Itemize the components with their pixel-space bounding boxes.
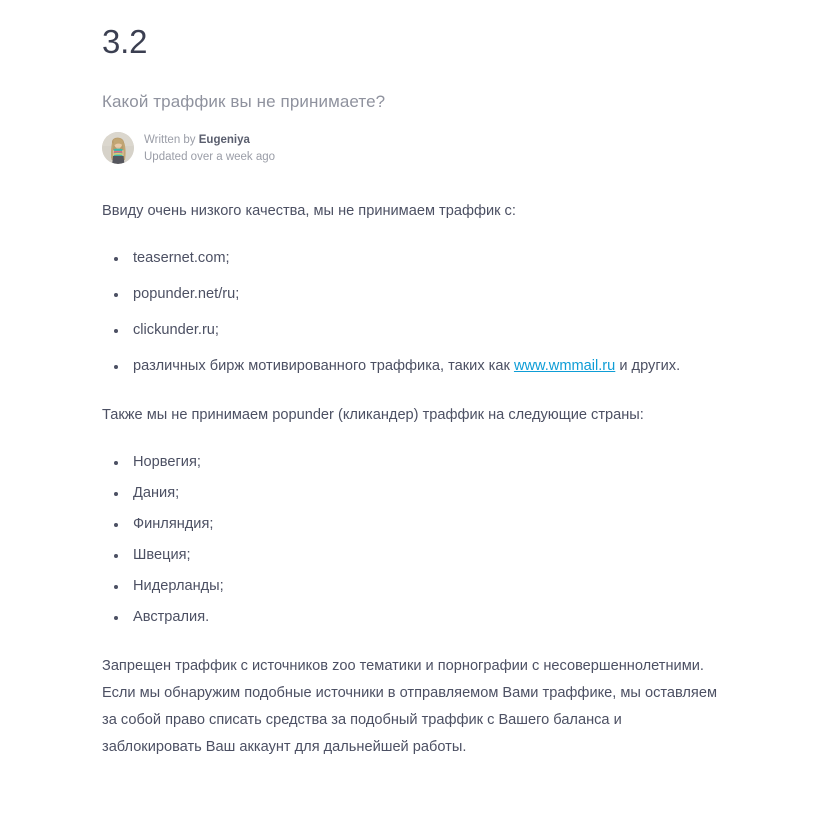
author-avatar-icon xyxy=(102,132,134,164)
exchanges-text-before: различных бирж мотивированного траффика, таких как xyxy=(133,358,514,374)
intro-paragraph: Ввиду очень низкого качества, мы не принимаем траффик с: xyxy=(102,203,516,219)
written-by-label: Written by xyxy=(144,133,199,146)
list-item: teasernet.com; xyxy=(102,245,724,272)
article-number-heading: 3.2 xyxy=(102,23,148,60)
closing-paragraph-1: Запрещен траффик с источников zoo тематики и порнографии с несовершеннолетними. xyxy=(102,658,704,674)
article-title: Какой траффик вы не принимаете? xyxy=(102,92,386,111)
author-name: Eugeniya xyxy=(198,133,250,146)
restricted-countries-list xyxy=(102,449,724,631)
list-item: Дания; xyxy=(102,480,724,507)
list-item: Нидерланды; xyxy=(102,573,724,600)
countries-paragraph: Также мы не принимаем popunder (кликандер) траффик на следующие страны: xyxy=(102,407,644,423)
updated-timestamp: Updated over a week ago xyxy=(144,150,276,163)
byline-author-line xyxy=(144,133,275,147)
list-item-exchanges xyxy=(102,353,724,380)
exchanges-text-after: и других. xyxy=(615,358,681,374)
blocked-sources-list xyxy=(102,245,724,380)
byline xyxy=(102,132,824,164)
article-content xyxy=(102,198,724,761)
closing-paragraph-2: Если мы обнаружим подобные источники в отправляемом Вами траффике, мы оставляем за собой право списать средства за подобный траффик с Вашего баланса и заблокировать Ваш аккаунт для дальнейшей работы. xyxy=(102,685,717,755)
list-item: Австралия. xyxy=(102,604,724,631)
wmmail-link[interactable]: www.wmmail.ru xyxy=(513,358,616,374)
byline-text xyxy=(144,133,275,164)
list-item: popunder.net/ru; xyxy=(102,281,724,308)
list-item: Швеция; xyxy=(102,542,724,569)
list-item: clickunder.ru; xyxy=(102,317,724,344)
list-item: Норвегия; xyxy=(102,449,724,476)
list-item: Финляндия; xyxy=(102,511,724,538)
